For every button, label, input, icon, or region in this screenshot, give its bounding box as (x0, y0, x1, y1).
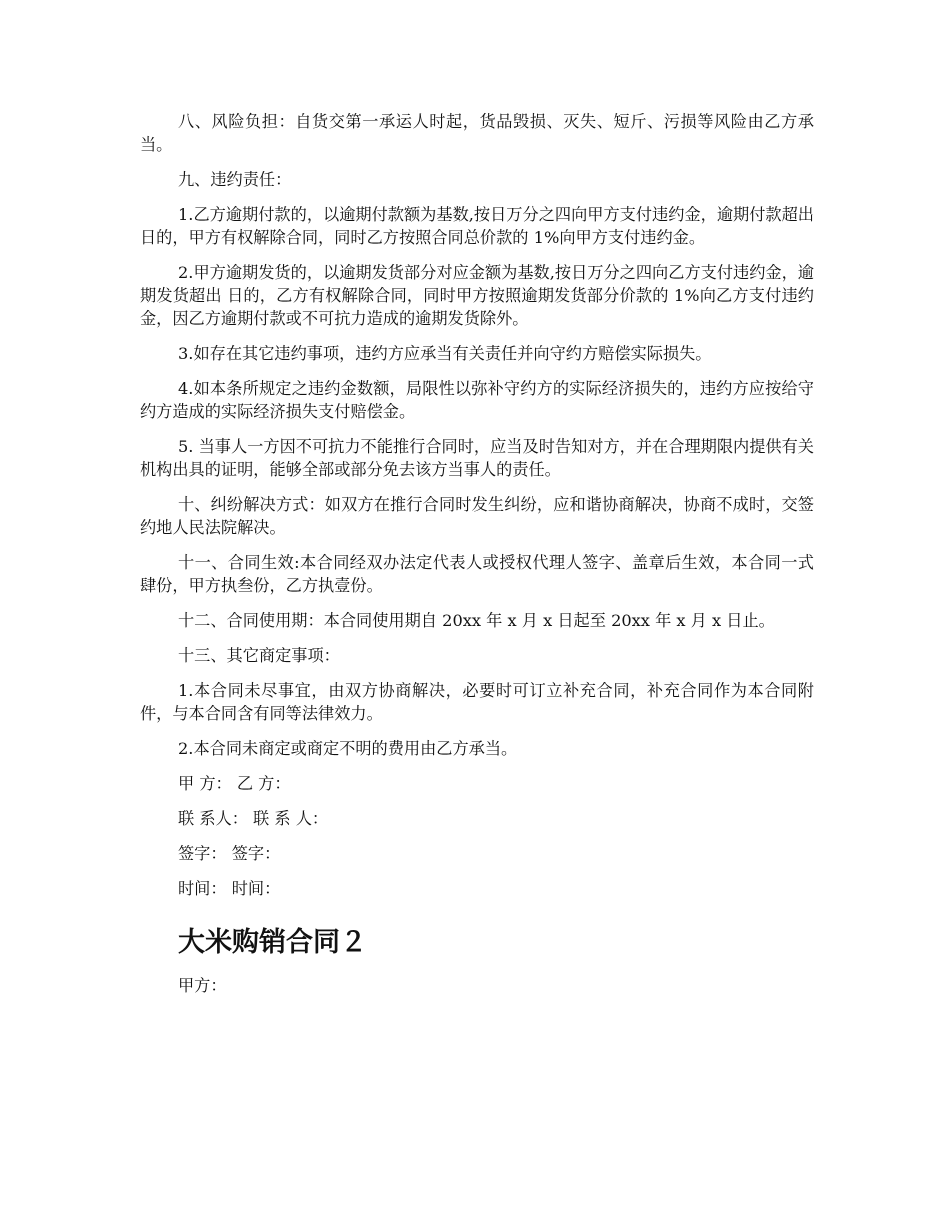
clause-13-title: 十三、其它商定事项： (178, 646, 340, 665)
signature-dates: 时间： 时间： (178, 879, 281, 898)
clause-9-item-3: 3.如存在其它违约事项，违约方应承当有关责任并向守约方赔偿实际损失。 (178, 344, 712, 363)
clause-13-item-1: 1.本合同未尽事宜，由双方协商解决，必要时可订立补充合同，补充合同作为本合同附件，与本合同含有同等法律效力。 (140, 681, 814, 723)
signature-contacts: 联 系人： 联 系 人： (178, 809, 329, 828)
signature-signatures: 签字： 签字： (178, 844, 281, 863)
clause-9-item-2: 2.甲方逾期发货的，以逾期发货部分对应金额为基数,按日万分之四向乙方支付违约金，逾期发货超出 日的，乙方有权解除合同，同时甲方按照逾期发货部分价款的 1%向乙方支付违约金，因乙方逾期付款或不可抗力造成的逾期发货除外。 (140, 263, 814, 328)
clause-10-dispute: 十、纠纷解决方式：如双方在推行合同时发生纠纷，应和谐协商解决，协商不成时，交签约地人民法院解决。 (140, 495, 814, 537)
document-body (140, 110, 814, 1009)
clause-9-title: 九、违约责任： (178, 170, 292, 189)
clause-13-item-2: 2.本合同未商定或商定不明的费用由乙方承当。 (178, 739, 518, 758)
clause-12-term: 十二、合同使用期：本合同使用期自 20xx 年 x 月 x 日起至 20xx 年 x 月 x 日止。 (178, 611, 775, 630)
clause-11-effect: 十一、合同生效:本合同经双办法定代表人或授权代理人签字、盖章后生效，本合同一式肆份，甲方执叁份，乙方执壹份。 (140, 553, 814, 595)
clause-8-risk: 八、风险负担：自货交第一承运人时起，货品毁损、灭失、短斤、污损等风险由乙方承当。 (140, 112, 814, 154)
clause-9-item-1: 1.乙方逾期付款的，以逾期付款额为基数,按日万分之四向甲方支付违约金，逾期付款超出 日的，甲方有权解除合同，同时乙方按照合同总价款的 1%向甲方支付违约金。 (140, 205, 814, 247)
signature-parties: 甲 方： 乙 方： (178, 774, 291, 793)
clause-9-item-5: 5. 当事人一方因不可抗力不能推行合同时，应当及时告知对方，并在合理期限内提供有关机构出具的证明，能够全部或部分免去该方当事人的责任。 (140, 437, 814, 479)
contract-2-title: 大米购销合同２ (178, 927, 367, 958)
clause-9-item-4: 4.如本条所规定之违约金数额，局限性以弥补守约方的实际经济损失的，违约方应按给守约方造成的实际经济损失支付赔偿金。 (140, 379, 814, 421)
party-a-label: 甲方： (178, 976, 227, 995)
